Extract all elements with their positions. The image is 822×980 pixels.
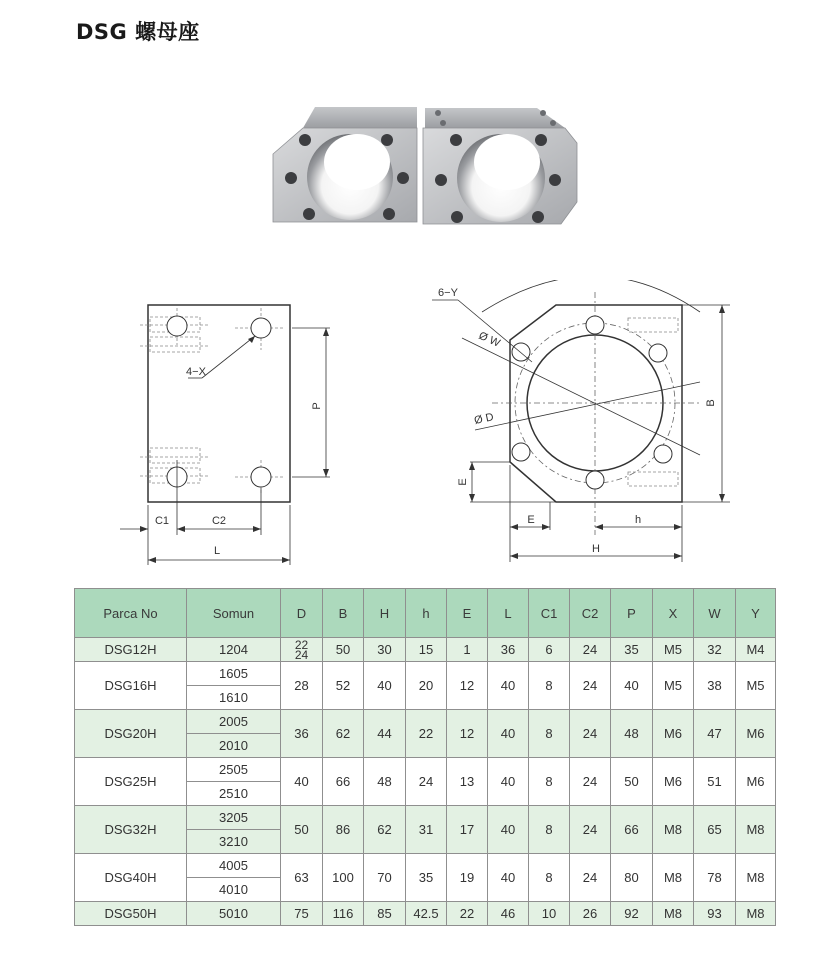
table-row bbox=[75, 758, 776, 782]
cell-y: M5 bbox=[736, 662, 776, 710]
cell-d: 40 bbox=[281, 758, 323, 806]
cell-nut: 4005 bbox=[187, 854, 281, 878]
cell-nut: 2005 bbox=[187, 710, 281, 734]
e-horizontal-label: E bbox=[527, 514, 535, 526]
cell-y: M8 bbox=[736, 854, 776, 902]
table-row bbox=[75, 638, 776, 662]
table-row bbox=[75, 710, 776, 734]
cell-h-upper: 62 bbox=[364, 806, 406, 854]
page-title: DSG 螺母座 bbox=[76, 20, 200, 44]
cell-l: 46 bbox=[488, 902, 529, 926]
table-row bbox=[75, 902, 776, 926]
cell-nut: 3205 bbox=[187, 806, 281, 830]
cell-e: 12 bbox=[447, 662, 488, 710]
cell-d: 50 bbox=[281, 806, 323, 854]
header-b: B bbox=[323, 589, 364, 638]
cell-p: 35 bbox=[611, 638, 653, 662]
cell-e: 13 bbox=[447, 758, 488, 806]
cell-d: 63 bbox=[281, 854, 323, 902]
cell-h-upper: 40 bbox=[364, 662, 406, 710]
cell-x: M8 bbox=[653, 806, 694, 854]
cell-w: 32 bbox=[694, 638, 736, 662]
cell-c1: 10 bbox=[529, 902, 570, 926]
cell-y: M6 bbox=[736, 758, 776, 806]
cell-d: 22 24 bbox=[281, 638, 323, 662]
cell-b: 86 bbox=[323, 806, 364, 854]
cell-p: 48 bbox=[611, 710, 653, 758]
cell-nut: 1204 bbox=[187, 638, 281, 662]
cell-c2: 24 bbox=[570, 662, 611, 710]
table-row bbox=[75, 854, 776, 878]
cell-c2: 24 bbox=[570, 758, 611, 806]
cell-c1: 8 bbox=[529, 662, 570, 710]
c2-dimension-label: C2 bbox=[211, 515, 227, 527]
cell-e: 1 bbox=[447, 638, 488, 662]
cell-b: 52 bbox=[323, 662, 364, 710]
cell-nut: 1605 bbox=[187, 662, 281, 686]
cell-c1: 8 bbox=[529, 854, 570, 902]
cell-b: 100 bbox=[323, 854, 364, 902]
cell-l: 40 bbox=[488, 710, 529, 758]
cell-x: M6 bbox=[653, 710, 694, 758]
p-dimension-label: P bbox=[311, 402, 323, 410]
cell-b: 50 bbox=[323, 638, 364, 662]
c1-dimension-label: C1 bbox=[154, 515, 170, 527]
header-c2: C2 bbox=[570, 589, 611, 638]
cell-w: 47 bbox=[694, 710, 736, 758]
cell-y: M8 bbox=[736, 806, 776, 854]
cell-h-lower: 42.5 bbox=[406, 902, 447, 926]
header-w: W bbox=[694, 589, 736, 638]
cell-p: 80 bbox=[611, 854, 653, 902]
header-y: Y bbox=[736, 589, 776, 638]
cell-part: DSG50H bbox=[75, 902, 187, 926]
cell-d: 36 bbox=[281, 710, 323, 758]
cell-l: 36 bbox=[488, 638, 529, 662]
header-h-lower: h bbox=[406, 589, 447, 638]
cell-b: 62 bbox=[323, 710, 364, 758]
header-e: E bbox=[447, 589, 488, 638]
table-row bbox=[75, 662, 776, 686]
specification-table bbox=[74, 588, 776, 926]
hole-label: 4−X bbox=[186, 366, 206, 378]
cell-e: 19 bbox=[447, 854, 488, 902]
cell-w: 65 bbox=[694, 806, 736, 854]
header-x: X bbox=[653, 589, 694, 638]
cell-w: 51 bbox=[694, 758, 736, 806]
cell-w: 93 bbox=[694, 902, 736, 926]
product-photo bbox=[265, 98, 585, 234]
cell-y: M6 bbox=[736, 710, 776, 758]
header-d: D bbox=[281, 589, 323, 638]
table-header-row bbox=[75, 589, 776, 638]
cell-x: M5 bbox=[653, 638, 694, 662]
cell-h-lower: 20 bbox=[406, 662, 447, 710]
cell-x: M5 bbox=[653, 662, 694, 710]
cell-h-upper: 48 bbox=[364, 758, 406, 806]
cell-nut: 4010 bbox=[187, 878, 281, 902]
cell-p: 50 bbox=[611, 758, 653, 806]
cell-c2: 24 bbox=[570, 854, 611, 902]
cell-h-upper: 70 bbox=[364, 854, 406, 902]
d-diameter-label: Ø D bbox=[473, 411, 495, 427]
cell-p: 92 bbox=[611, 902, 653, 926]
table-row bbox=[75, 806, 776, 830]
cell-l: 40 bbox=[488, 662, 529, 710]
cell-c1: 8 bbox=[529, 806, 570, 854]
cell-d: 28 bbox=[281, 662, 323, 710]
cell-part: DSG12H bbox=[75, 638, 187, 662]
cell-l: 40 bbox=[488, 854, 529, 902]
cell-nut: 2010 bbox=[187, 734, 281, 758]
cell-w: 38 bbox=[694, 662, 736, 710]
cell-part: DSG25H bbox=[75, 758, 187, 806]
cell-c1: 8 bbox=[529, 758, 570, 806]
header-part-no: Parca No bbox=[75, 589, 187, 638]
cell-x: M6 bbox=[653, 758, 694, 806]
cell-p: 40 bbox=[611, 662, 653, 710]
cell-y: M4 bbox=[736, 638, 776, 662]
cell-b: 66 bbox=[323, 758, 364, 806]
cell-x: M8 bbox=[653, 854, 694, 902]
header-h-upper: H bbox=[364, 589, 406, 638]
b-dimension-label: B bbox=[705, 399, 717, 407]
header-l: L bbox=[488, 589, 529, 638]
cell-part: DSG32H bbox=[75, 806, 187, 854]
cell-e: 22 bbox=[447, 902, 488, 926]
y-thread-label: 6−Y bbox=[438, 287, 458, 299]
cell-nut: 3210 bbox=[187, 830, 281, 854]
cell-h-lower: 15 bbox=[406, 638, 447, 662]
cell-l: 40 bbox=[488, 806, 529, 854]
cell-h-lower: 24 bbox=[406, 758, 447, 806]
front-view-drawing bbox=[420, 280, 740, 570]
cell-h-lower: 31 bbox=[406, 806, 447, 854]
cell-h-upper: 85 bbox=[364, 902, 406, 926]
cell-part: DSG16H bbox=[75, 662, 187, 710]
cell-b: 116 bbox=[323, 902, 364, 926]
cell-y: M8 bbox=[736, 902, 776, 926]
cell-nut: 5010 bbox=[187, 902, 281, 926]
header-p: P bbox=[611, 589, 653, 638]
cell-c1: 8 bbox=[529, 710, 570, 758]
cell-l: 40 bbox=[488, 758, 529, 806]
cell-c2: 24 bbox=[570, 638, 611, 662]
h-big-label: H bbox=[592, 543, 600, 555]
cell-h-lower: 22 bbox=[406, 710, 447, 758]
l-dimension-label: L bbox=[213, 545, 221, 557]
cell-part: DSG40H bbox=[75, 854, 187, 902]
header-nut: Somun bbox=[187, 589, 281, 638]
cell-h-upper: 44 bbox=[364, 710, 406, 758]
cell-e: 17 bbox=[447, 806, 488, 854]
cell-nut: 1610 bbox=[187, 686, 281, 710]
cell-p: 66 bbox=[611, 806, 653, 854]
w-diameter-label: Ø W bbox=[476, 329, 502, 350]
nut-housing-image bbox=[265, 98, 585, 234]
cell-c2: 24 bbox=[570, 710, 611, 758]
cell-c2: 26 bbox=[570, 902, 611, 926]
cell-d: 75 bbox=[281, 902, 323, 926]
cell-c1: 6 bbox=[529, 638, 570, 662]
cell-part: DSG20H bbox=[75, 710, 187, 758]
cell-nut: 2505 bbox=[187, 758, 281, 782]
cell-c2: 24 bbox=[570, 806, 611, 854]
h-small-label: h bbox=[634, 514, 642, 526]
cell-h-upper: 30 bbox=[364, 638, 406, 662]
cell-nut: 2510 bbox=[187, 782, 281, 806]
cell-e: 12 bbox=[447, 710, 488, 758]
cell-h-lower: 35 bbox=[406, 854, 447, 902]
cell-w: 78 bbox=[694, 854, 736, 902]
header-c1: C1 bbox=[529, 589, 570, 638]
e-vertical-label: E bbox=[457, 478, 469, 486]
side-view-drawing bbox=[110, 290, 350, 570]
cell-x: M8 bbox=[653, 902, 694, 926]
